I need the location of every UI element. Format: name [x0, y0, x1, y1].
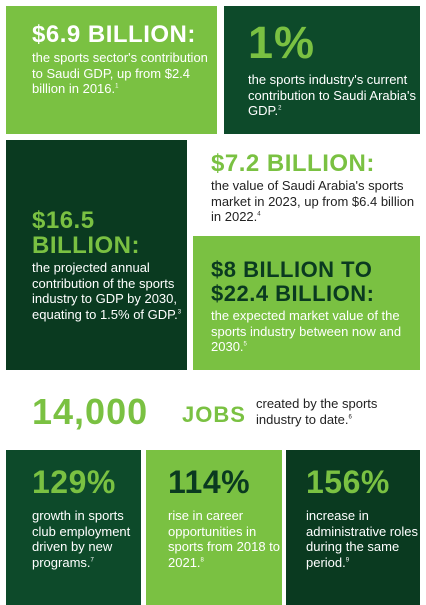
- stat-description: [256, 396, 416, 427]
- stat-text: the sports sector's contribution to Saudi GDP, up from $2.4 billion in 2016.: [32, 50, 208, 96]
- stat-text: increase in administrative roles during the same period.: [306, 508, 418, 570]
- footnote-ref: 7: [90, 557, 94, 564]
- footnote-ref: 4: [257, 211, 261, 218]
- stat-tile-sector-contribution: [6, 6, 217, 134]
- stat-value: 1%: [248, 17, 316, 68]
- stat-value: 114%: [168, 464, 251, 500]
- footnote-ref: 8: [200, 557, 204, 564]
- stat-value: $7.2 BILLION:: [211, 150, 375, 177]
- footnote-ref: 2: [278, 105, 282, 112]
- stat-description: [32, 260, 187, 322]
- stat-tile-career-opportunities: [146, 450, 282, 605]
- stat-description: [306, 508, 420, 570]
- stat-description: [211, 178, 420, 225]
- footnote-ref: 3: [177, 309, 182, 316]
- stat-description: [168, 508, 282, 570]
- stat-value: 156%: [306, 464, 390, 500]
- stat-tile-administrative-roles: [286, 450, 420, 605]
- stat-tile-projected-contribution: [6, 140, 187, 370]
- stat-tile-jobs: [6, 376, 420, 446]
- stat-value: $8 BILLION TO $22.4 BILLION:: [211, 257, 375, 306]
- stat-text: created by the sports industry to date.: [256, 396, 378, 427]
- stat-text: the sports industry's current contribution to Saudi Arabia's GDP.: [248, 72, 416, 118]
- stat-tile-expected-market-value: [193, 236, 420, 370]
- stat-value: 14,000: [32, 391, 149, 432]
- stat-tile-club-employment: [6, 450, 141, 605]
- stat-value: $16.5 BILLION:: [32, 207, 140, 259]
- stat-description: [248, 72, 420, 119]
- stat-text: growth in sports club employment driven by new programs.: [32, 508, 131, 570]
- footnote-ref: 5: [243, 341, 247, 348]
- stat-unit: JOBS: [182, 402, 246, 427]
- footnote-ref: 1: [115, 83, 119, 90]
- stat-description: [211, 308, 420, 355]
- stat-text: the projected annual contribution of the sports industry to GDP by 2030, equating to 1.5% of GDP.: [32, 260, 178, 322]
- stat-description: [32, 508, 141, 570]
- stat-text: rise in career opportunities in sports from 2018 to 2021.: [168, 508, 280, 570]
- stat-text: the value of Saudi Arabia's sports market in 2023, up from $6.4 billion in 2022.: [211, 178, 415, 224]
- stat-tile-gdp-percent: [224, 6, 420, 134]
- stat-value: 129%: [32, 464, 116, 500]
- stat-value: $6.9 BILLION:: [32, 21, 196, 48]
- stat-text: the expected market value of the sports industry between now and 2030.: [211, 308, 402, 354]
- stat-description: [32, 50, 217, 97]
- footnote-ref: 6: [348, 414, 352, 421]
- stat-tile-market-value-2023: [193, 140, 420, 233]
- footnote-ref: 9: [345, 557, 350, 564]
